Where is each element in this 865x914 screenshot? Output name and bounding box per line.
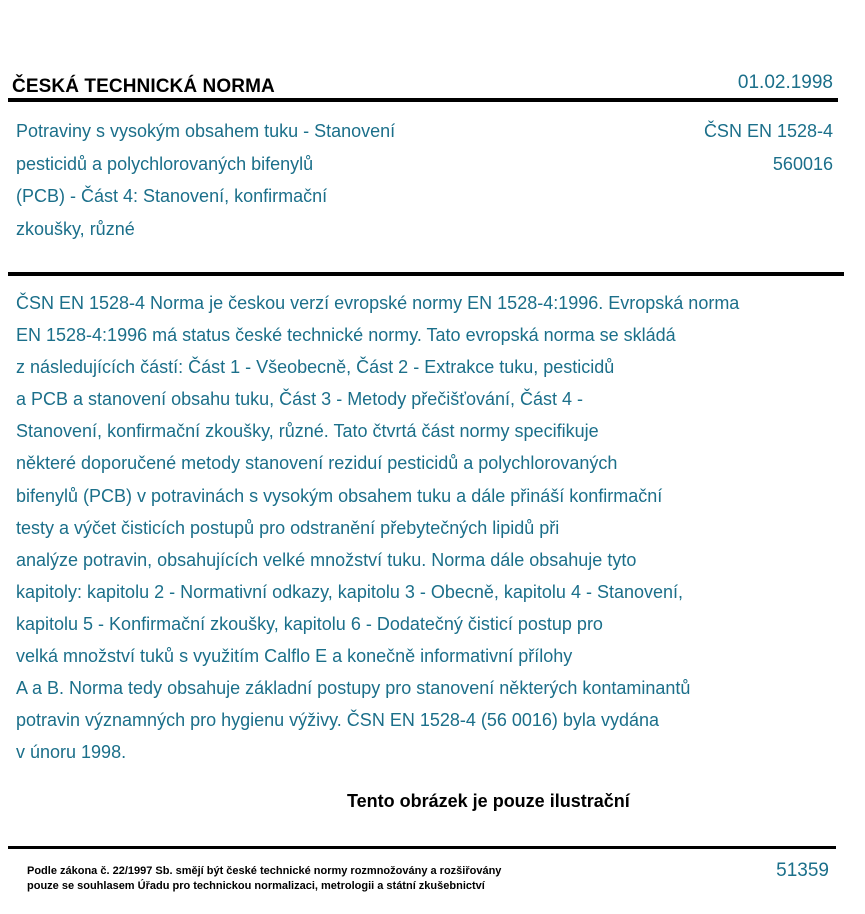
bottom-divider: [8, 846, 836, 849]
abstract-line: analýze potravin, obsahujících velké množství tuku. Norma dále obsahuje tyto: [16, 549, 637, 570]
standard-class-number: 560016: [772, 153, 833, 174]
standard-code: ČSN EN 1528-4: [703, 121, 833, 141]
abstract-line: EN 1528-4:1996 má status české technické normy. Tato evropská norma se skládá: [16, 325, 676, 346]
standard-title: [16, 115, 496, 245]
standard-title-line: Potraviny s vysokým obsahem tuku - Stanovení: [16, 121, 396, 141]
abstract-line: velká množství tuků s využitím Calflo E a konečně informativní přílohy: [16, 646, 573, 667]
abstract-text: [16, 287, 739, 768]
abstract-line: ČSN EN 1528-4 Norma je českou verzí evropské normy EN 1528-4:1996. Evropská norma: [16, 293, 740, 313]
standard-title-line: zkoušky, různé: [16, 218, 135, 239]
footer-legal-notice: [27, 864, 501, 894]
abstract-line: z následujících částí: Část 1 - Všeobecně, Část 2 - Extrakce tuku, pesticidů: [16, 357, 615, 378]
abstract-line: bifenylů (PCB) v potravinách s vysokým obsahem tuku a dále přináší konfirmační: [16, 485, 663, 506]
standard-title-line: (PCB) - Část 4: Stanovení, konfirmační: [16, 186, 328, 206]
illustration-disclaimer: Tento obrázek je pouze ilustrační: [347, 791, 630, 811]
middle-divider: [8, 272, 844, 276]
footer-legal-line: pouze se souhlasem Úřadu pro technickou normalizaci, metrologii a státní zkušebnictví: [27, 880, 485, 892]
abstract-line: kapitoly: kapitolu 2 - Normativní odkazy, kapitolu 3 - Obecně, kapitolu 4 - Stanovení,: [16, 581, 684, 602]
abstract-line: v únoru 1998.: [16, 742, 127, 763]
abstract-line: testy a výčet čisticích postupů pro odstranění přebytečných lipidů při: [16, 517, 560, 538]
standard-title-line: pesticidů a polychlorovaných bifenylů: [16, 153, 314, 174]
top-divider: [8, 98, 838, 102]
abstract-line: potravin významných pro hygienu výživy. ČSN EN 1528-4 (56 0016) byla vydána: [16, 710, 659, 731]
footer-document-number: 51359: [776, 860, 829, 881]
header-title: ČESKÁ TECHNICKÁ NORMA: [12, 76, 275, 97]
abstract-line: Stanovení, konfirmační zkoušky, různé. Tato čtvrtá část normy specifikuje: [16, 421, 599, 442]
standard-identifiers: [704, 115, 833, 180]
header-date: 01.02.1998: [737, 72, 833, 93]
abstract-line: A a B. Norma tedy obsahuje základní postupy pro stanovení některých kontaminantů: [16, 678, 691, 699]
footer-legal-line: Podle zákona č. 22/1997 Sb. smějí být české technické normy rozmnožovány a rozšiřovány: [27, 865, 502, 877]
abstract-line: některé doporučené metody stanovení reziduí pesticidů a polychlorovaných: [16, 453, 618, 474]
abstract-line: kapitolu 5 - Konfirmační zkoušky, kapitolu 6 - Dodatečný čisticí postup pro: [16, 613, 603, 634]
abstract-line: a PCB a stanovení obsahu tuku, Část 3 - Metody přečišťování, Část 4 -: [16, 389, 584, 410]
